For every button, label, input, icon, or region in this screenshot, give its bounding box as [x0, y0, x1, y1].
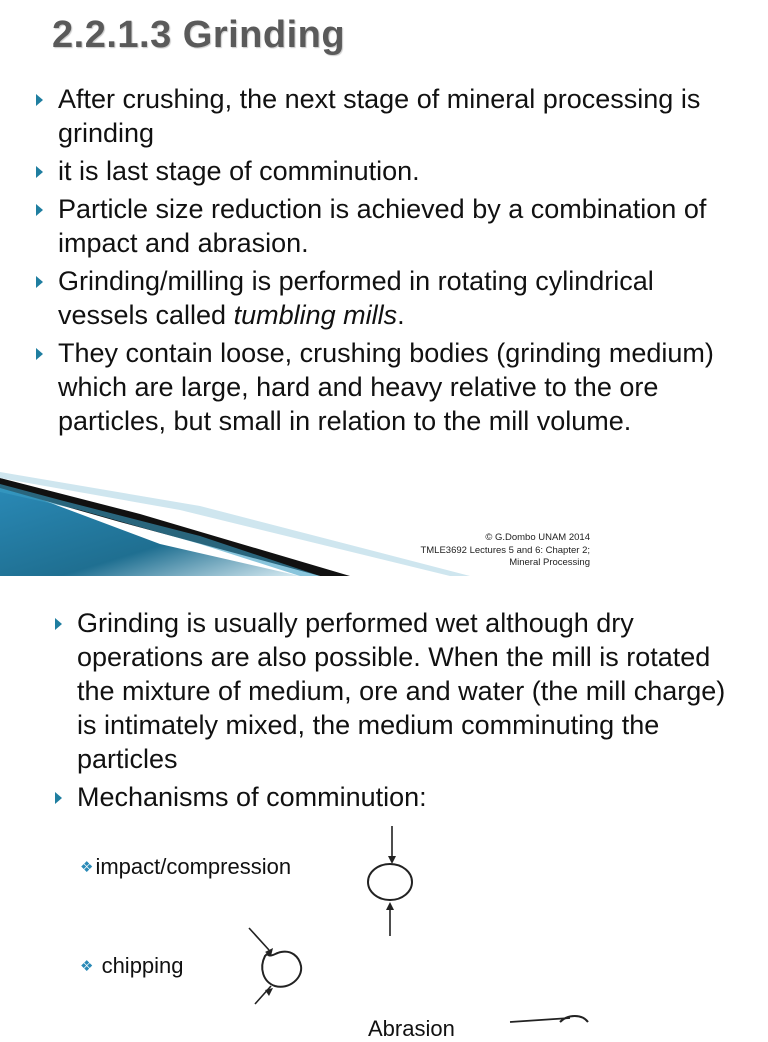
bullet-emphasis: tumbling mills — [233, 300, 398, 330]
bullet-item — [58, 82, 748, 150]
bullet-text: Particle size reduction is achieved by a combination of impact and abrasion. — [58, 194, 707, 258]
bullet-text: . — [397, 300, 405, 330]
mechanism-item — [80, 854, 291, 880]
mechanism-item — [368, 1016, 455, 1042]
impact-compression-diagram-icon — [360, 826, 424, 938]
bullet-arrow-icon — [55, 792, 62, 804]
mechanism-item — [80, 953, 184, 979]
footer-course: TMLE3692 Lectures 5 and 6: Chapter 2; — [420, 544, 590, 556]
bullet-item — [58, 154, 748, 188]
bullet-arrow-icon — [36, 204, 43, 216]
mechanism-label: chipping — [95, 953, 184, 978]
bullet-arrow-icon — [36, 166, 43, 178]
slide-2 — [0, 576, 768, 1041]
bullet-arrow-icon — [36, 276, 43, 288]
footer-copyright: © G.Dombo UNAM 2014 — [485, 532, 590, 543]
diamond-bullet-icon: ❖ — [80, 859, 94, 876]
bullet-arrow-icon — [36, 94, 43, 106]
bullet-text: After crushing, the next stage of mineral processing is grinding — [58, 84, 701, 148]
mechanism-label: impact/compression — [95, 854, 292, 879]
bullet-item — [58, 264, 748, 332]
footer-topic: Mineral Processing — [509, 557, 590, 568]
slide-title: 2.2.1.3 Grinding — [52, 14, 346, 56]
diamond-bullet-icon: ❖ — [80, 958, 94, 975]
bullet-list — [58, 82, 748, 442]
bullet-item — [77, 780, 747, 814]
bullet-text: Grinding/milling is performed in rotating cylindrical vessels called — [58, 266, 654, 330]
bullet-list — [77, 606, 747, 818]
bullet-text: Mechanisms of comminution: — [77, 782, 427, 812]
bullet-item — [58, 336, 748, 438]
bullet-text: Grinding is usually performed wet although dry operations are also possible. When the mill is rotated the mixture of medium, ore and water (the mill charge) is intimately mixed, the medium comminuting the particles — [77, 608, 726, 774]
bullet-item — [58, 192, 748, 260]
bullet-text: it is last stage of comminution. — [58, 156, 420, 186]
bullet-text: They contain loose, crushing bodies (grinding medium) which are large, hard and heavy relative to the ore particles, but small in relation to the mill volume. — [58, 338, 714, 436]
chipping-diagram-icon — [245, 926, 315, 1010]
bullet-arrow-icon — [36, 348, 43, 360]
mechanism-label: Abrasion — [368, 1016, 455, 1041]
bullet-item — [77, 606, 747, 776]
bullet-arrow-icon — [55, 618, 62, 630]
slide-footer — [330, 532, 590, 570]
abrasion-diagram-icon — [510, 1014, 590, 1028]
